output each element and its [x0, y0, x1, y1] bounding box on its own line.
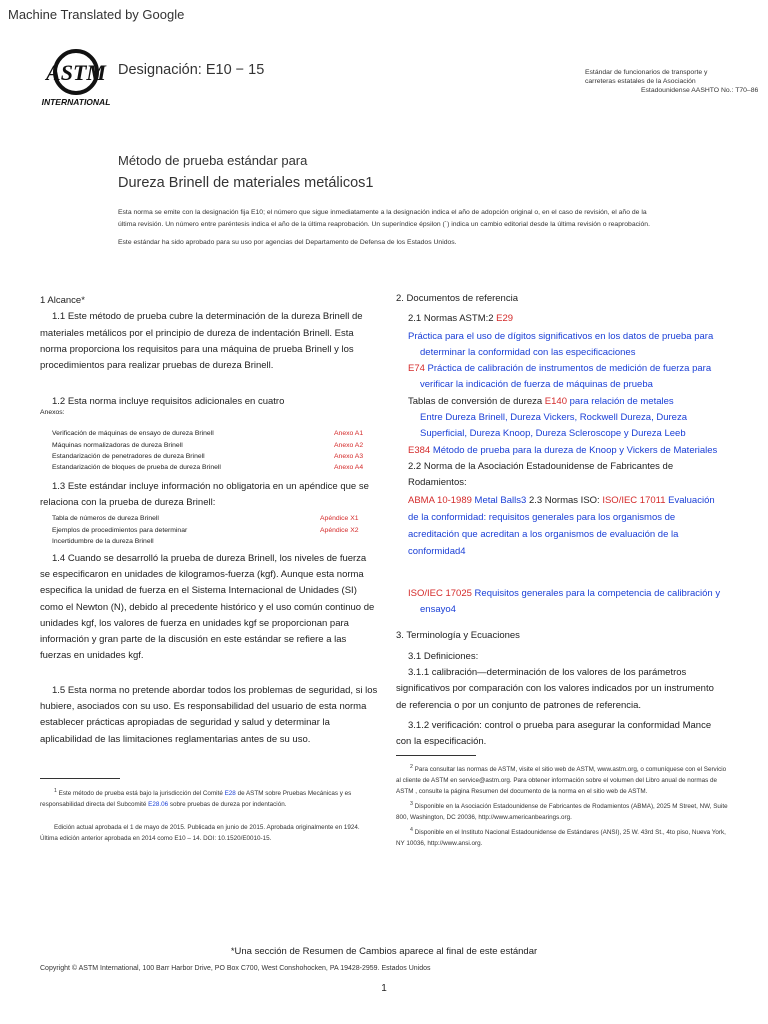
section-2-2-text: 2.2 Norma de la Asociación Estadounidense de Fabricantes de Rodamientos: [408, 460, 674, 489]
appendix-table [40, 513, 378, 547]
e74-link[interactable]: E74 [408, 363, 425, 375]
section-2-1 [396, 311, 726, 327]
appendix-row [52, 536, 378, 547]
fn1-text: Este método de prueba está bajo la jurisdicción del Comité [58, 790, 223, 798]
appendix-row [52, 525, 378, 536]
designation: Designación: E10 − 15 [118, 62, 265, 78]
title-line1: Método de prueba estándar para [118, 153, 308, 168]
section-1-3: 1.3 Este estándar incluye información no obligatoria en un apéndice que se relaciona con la prueba de dureza Brinell: [40, 480, 369, 509]
gt-banner: Machine Translated by Google [8, 7, 185, 22]
footnote-2 [396, 762, 732, 797]
iso17011-text[interactable]: Evaluación de la conformidad: requisitos generales para los organismos de acreditación que acreditan a los organismos de evaluación de la conformidad4 [408, 494, 715, 557]
appendix-row [52, 513, 378, 524]
fn4-text: Disponible en el Instituto Nacional Estadounidense de Estándares (ANSI), 25 W. 43rd St., 4to piso, Nueva York, NY 10036, http://www.ansi.org. [396, 829, 726, 848]
metal-balls-link[interactable]: Metal Balls3 [474, 494, 527, 506]
iso17011-link[interactable]: ISO/IEC 17011 [602, 494, 666, 506]
annex-ref[interactable]: Anexo A1 [334, 430, 364, 438]
section-3-1: 3.1 Definiciones: [408, 650, 479, 662]
appendix-text: Tabla de números de dureza Brinell [52, 515, 159, 523]
footnote-mark: 4 [410, 827, 413, 834]
abma-link[interactable]: ABMA 10-1989 [408, 494, 472, 506]
left-column [40, 293, 378, 748]
svg-text:ASTM: ASTM [46, 60, 106, 85]
summary-note: *Una sección de Resumen de Cambios aparece al final de este estándar [230, 946, 538, 957]
transport-line: Estadounidense AASHTO No.: T70–86 [641, 87, 759, 94]
e384-link[interactable]: E384 [408, 444, 431, 456]
appendix-ref[interactable]: Apéndice X1 [320, 515, 359, 523]
annex-text: Estandarización de penetradores de dureza Brinell [52, 453, 205, 460]
footnote-mark: 3 [410, 801, 413, 808]
section-3-1-1: 3.1.1 calibración—determinación de los valores de los parámetros significativos por comparación con los valores indicados por un instrumento de referencia o por un conjunto de patrones de referencia. [396, 667, 714, 711]
e140-entry [396, 394, 726, 410]
fn2-text: Para consultar las normas de ASTM, visite el sitio web de ASTM, www.astm.org, o comuníquese con el Servicio al cliente de ASTM en service@astm.org. Para obtener información sobre el volumen del Libro anual de normas de ASTM , consulte la página Resumen del documento de la norma en el sitio web de ASTM. [396, 766, 727, 796]
e29-text[interactable]: Práctica para el uso de dígitos significativos en los datos de prueba para determinar la conformidad con las especificaciones [408, 330, 714, 358]
annex-text: Verificación de máquinas de ensayo de dureza Brinell [52, 430, 214, 438]
annex-table [40, 428, 378, 474]
committee-link[interactable]: E28 [224, 790, 236, 798]
abma-iso-entry [396, 492, 726, 560]
appendix-text: Incertidumbre de la dureza Brinell [52, 538, 154, 546]
footnote-rule [40, 778, 120, 779]
fn3-text: Disponible en la Asociación Estadounidense de Fabricantes de Rodamientos (ABMA), 2025 M Street, NW, Suite 800, Washington, DC 20036, http://www.americanbearings.org. [396, 803, 728, 822]
annex-text: Estandarización de bloques de prueba de dureza Brinell [52, 464, 221, 472]
annex-row [52, 440, 378, 451]
transport-note [585, 68, 765, 95]
section-1-4: 1.4 Cuando se desarrolló la prueba de dureza Brinell, los niveles de fuerza se especificaron en unidades de kilogramos-fuerza (kgf). Aunque esta norma especifica la unidad de fuerza en el Sistema Internacional de Unidades (SI) como el Newton (N), debido al precedente histórico y el uso común continuo de unidades kgf, los valores de fuerza en unidades kgf se proporcionan para información y gran parte de la discusión en este estándar se refiere a las fuerzas en unidades kgf. [40, 552, 375, 662]
page-number: 1 [381, 983, 387, 994]
section-1-1: 1.1 Este método de prueba cubre la determinación de la dureza Brinell de materiales metálicos por el principio de dureza de indentación Brinell. Esta norma proporciona los requisitos para una máquina de prueba Brinell y los procedimientos para realizar pruebas de dureza Brinell. [40, 311, 363, 372]
section-2-heading: 2. Documentos de referencia [396, 293, 518, 304]
e29-link[interactable]: E29 [496, 313, 514, 325]
iso17025-text[interactable]: Requisitos generales para la competencia de calibración y ensayo4 [420, 587, 721, 616]
transport-line: Estándar de funcionarios de transporte y [585, 69, 708, 76]
section-3-heading: 3. Terminología y Ecuaciones [396, 630, 520, 642]
intro-block [118, 207, 658, 249]
annex-ref[interactable]: Anexo A2 [334, 441, 364, 449]
e74-text[interactable]: Práctica de calibración de instrumentos de medición de fuerza para verificar la indicación de fuerza de máquinas de prueba [420, 363, 712, 391]
appendix-ref [320, 536, 378, 547]
right-column [396, 291, 726, 751]
footnote-1 [40, 786, 378, 844]
footnote-mark: 2 [410, 764, 413, 770]
footnote-4 [396, 825, 732, 849]
e140-post[interactable]: para relación de metales [569, 395, 674, 407]
fn1-text: de ASTM sobre Pruebas Mecánicas y es responsabilidad directa del Subcomité [40, 790, 352, 809]
anexos-label: Anexos: [40, 408, 65, 416]
annex-row [52, 462, 378, 473]
annex-row [52, 451, 378, 462]
annex-text: Máquinas normalizadoras de dureza Brinell [52, 441, 183, 449]
e140-pre: Tablas de conversión de dureza [408, 395, 543, 407]
intro-p1: Esta norma se emite con la designación fija E10; el número que sigue inmediatamente a la designación indica el año de adopción original o, en el caso de revisión, el año de la última revisión. Un número entre paréntesis indica el año de la última reaprobación. Un superíndice épsilon (´) indica un cambio editorial desde la última revisión o reaprobación. [118, 209, 650, 228]
appendix-ref[interactable]: Apéndice X2 [320, 526, 359, 534]
e384-text[interactable]: Método de prueba para la dureza de Knoop y Vickers de Materiales [432, 444, 718, 456]
fn1-edition: Edición actual aprobada el 1 de mayo de 2015. Publicada en junio de 2015. Aprobada originalmente en 1924. Última edición anterior aprobada en 2014 como E10 – 14. DOI: 10.1520/E0010-15. [40, 824, 360, 843]
e140-cont[interactable]: Entre Dureza Brinell, Dureza Vickers, Rockwell Dureza, Dureza Superficial, Dureza Knoop, Dureza Scleroscope y Dureza Leeb [420, 412, 687, 440]
annex-row [52, 428, 378, 439]
section-2-1-label: 2.1 Normas ASTM:2 [408, 313, 494, 325]
iso17025-entry [396, 586, 726, 619]
footnote-mark: 1 [54, 788, 57, 794]
logo-text: INTERNATIONAL [41, 97, 111, 107]
annex-ref[interactable]: Anexo A3 [334, 453, 364, 460]
e384-entry [396, 443, 726, 459]
e140-link[interactable]: E140 [544, 395, 567, 407]
astm-logo [40, 48, 112, 108]
doc-title [118, 150, 373, 194]
section-1-2: 1.2 Esta norma incluye requisitos adicionales en cuatro [52, 396, 285, 408]
section-1-5: 1.5 Esta norma no pretende abordar todos los problemas de seguridad, si los hubiere, asociados con su uso. Es responsabilidad del usuario de esta norma establecer prácticas apropiadas de seguridad y salud y determinar la aplicabilidad de las limitaciones reglamentarias antes de su uso. [40, 684, 378, 745]
section-3-1-2: 3.1.2 verificación: control o prueba para asegurar la conformidad Mance con la especificación. [396, 719, 712, 748]
subcommittee-link[interactable]: E28.06 [148, 801, 169, 809]
footnote-rule [396, 755, 476, 756]
iso17025-link[interactable]: ISO/IEC 17025 [408, 587, 472, 599]
e74-entry [396, 361, 726, 394]
section-2-2-refs [396, 476, 726, 492]
appendix-text: Ejemplos de procedimientos para determinar [52, 526, 188, 534]
footnote-3 [396, 799, 732, 823]
right-footnotes [396, 762, 732, 849]
section-2-3-text: 2.3 Normas ISO: [528, 494, 600, 506]
intro-p2: Este estándar ha sido aprobado para su uso por agencias del Departamento de Defensa de los Estados Unidos. [118, 239, 457, 246]
copyright: Copyright © ASTM International, 100 Barr Harbor Drive, PO Box C700, West Conshohocken, PA 19428-2959. Estados Unidos [40, 965, 431, 972]
title-line2: Dureza Brinell de materiales metálicos1 [118, 175, 374, 191]
fn1-text: sobre pruebas de dureza por indentación. [169, 801, 287, 809]
annex-ref[interactable]: Anexo A4 [334, 464, 364, 472]
transport-line: carreteras estatales de la Asociación [585, 78, 696, 85]
section-1-heading: 1 Alcance* [40, 295, 85, 306]
